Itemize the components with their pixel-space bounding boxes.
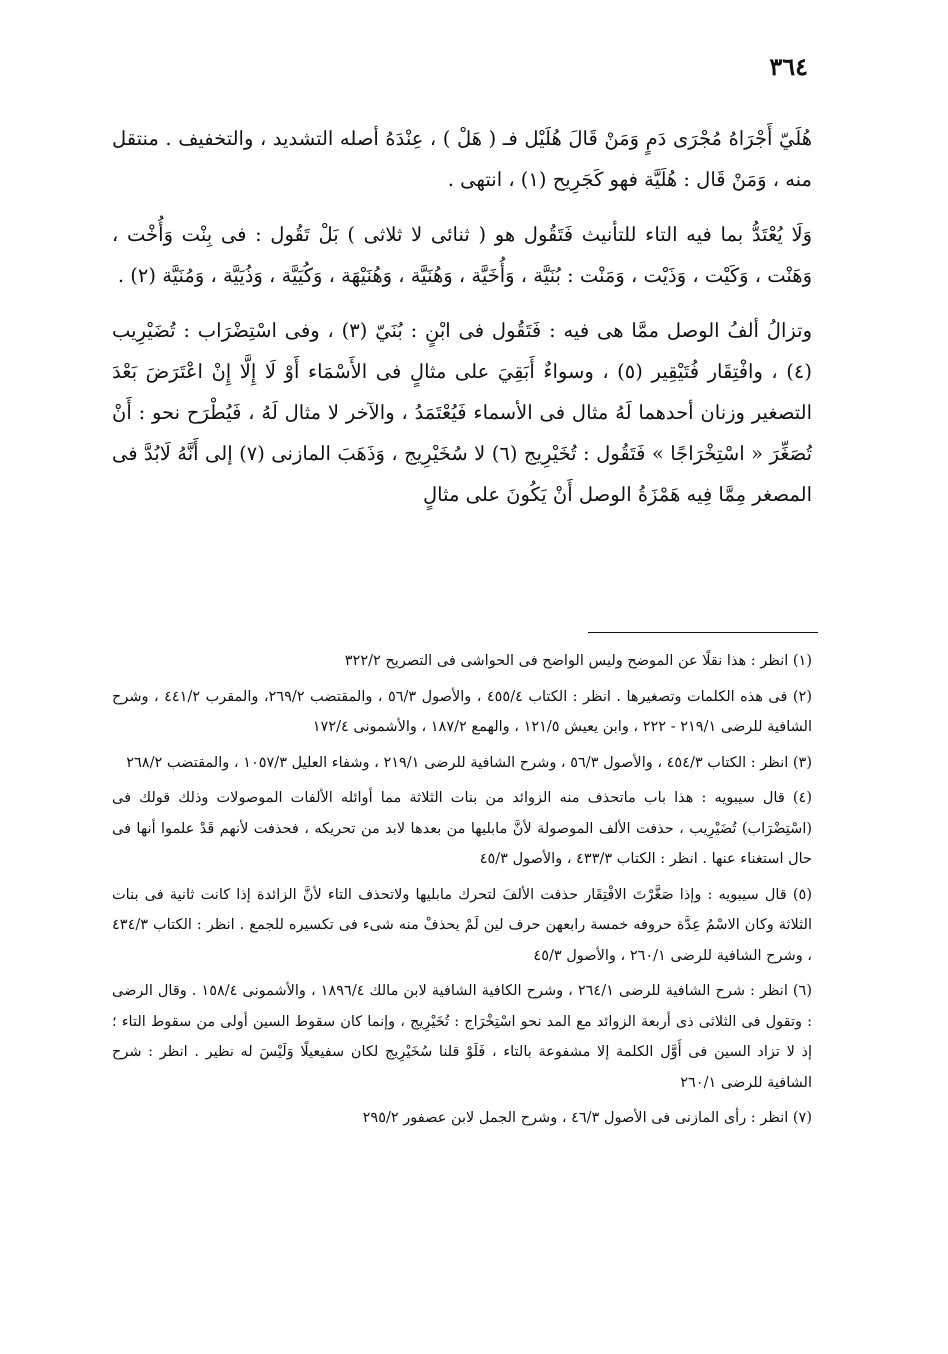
footnote: (١) انظر : هذا نقلًا عن الموضح وليس الواضح فى الحواشى فى التصريح ٣٢٢/٢ [344, 653, 812, 669]
footnote: (٧) انظر : رأى المازنى فى الأصول ٤٦/٣ ، وشرح الجمل لابن عصفور ٢٩٥/٢ [362, 1110, 812, 1126]
footnote-separator [588, 632, 818, 633]
body-paragraph: هُلَيّ أَجْرَاهُ مُجْرَى دَمٍ وَمَنْ قَالَ هُلَيْل فـ ( هَلْ ) ، عِنْدَهُ أصله التشديد ، والتخفيف . منتقل منه ، وَمَنْ قَال : هُلَيَّة فهو كَجَرِيح (١) ، انتهى . [112, 127, 812, 191]
footnote: (٤) قال سيبويه : هذا باب ماتحذف منه الزوائد من بنات الثلاثة مما أوائله الألفات الموصولات وذلك قولك فى (اسْتِضْرَاب) تُضَيْرِيب ، حذفت الألف الموصولة لأنَّ مابليها من بعدها لابد من تحريكه ، فحذفت لأنهم قَدْ علموا أنها فى حال استغناء عنها . انظر : الكتاب ٤٣٣/٣ ، والأصول ٤٥/٣ [112, 790, 812, 867]
footnote: (٣) انظر : الكتاب ٤٥٤/٣ ، والأصول ٥٦/٣ ، وشرح الشافية للرضى ٢١٩/١ ، وشفاء العليل ١٠٥٧/٣ ، والمقتضب ٢٦٨/٢ [126, 754, 812, 771]
page-number: ٣٦٤ [769, 52, 808, 81]
footnote: (٦) انظر : شرح الشافية للرضى ٢٦٤/١ ، وشرح الكافية الشافية لابن مالك ١٨٩٦/٤ ، والأشمونى ١٥٨/٤ . وقال الرضى : وتقول فى الثلاثى ذى أربعة الزوائد مع المد نحو اسْتِخْرَاج : تُخَيْرِيج ، وإنما كان سقوط السين أولى من سقوط التاء ؛ إذ لا تزاد السين فى أَوَّل الكلمة إلا مشفوعة بالتاء ، فَلَوْ قلنا سُخَيْرِيج لكان سفيعيلًا وَلَيْسَ له نظير . انظر : شرح الشافية للرضى ٢٦٠/١ [112, 983, 813, 1091]
body-paragraph: وَلَا يُعْتَدُّ بما فيه التاء للتأنيث فَتَقُول هو ( ثنائى لا ثلاثى ) بَلْ تَقُول : فى بِنْت وَأُخْت ، وَهَنْت ، وَكَيْت ، وَذَيْت ، وَمَنْت : بُنَيَّة ، وَأُخَيَّة ، وَهُنَيَّة ، وَهُنَيْهَة ، وَكُيَيَّة ، وَذُيَيَّة ، وَمُنَيَّة (٢) . [112, 223, 812, 287]
footnotes [112, 646, 812, 1139]
footnote: (٥) قال سيبويه : وإذا صَغَّرْتَ الافْتِقَار حذفت الألفَ لتحرك مابليها ولاتحذف التاء لأنَّ الزائدة إذا كانت ثانية فى بنات الثلاثة وكان الاسْمُ عِدَّة حروفه خمسة رابعهن حرف لين لَمْ يحذفْ منه شىء فى تكسيره للجمع . انظر : الكتاب ٤٣٤/٣ ، وشرح الشافية للرضى ٢٦٠/١ ، والأصول ٤٥/٣ [112, 886, 812, 964]
body-paragraph: وتزالُ ألفُ الوصل ممَّا هى فيه : فَتَقُول فى ابْنٍ : بُنَيّ (٣) ، وفى اسْتِضْرَاب : تُضَيْرِيب (٤) ، وافْتِقَار فُتَيْقِير (٥) ، وسواءٌ أَبَقِيَ على مثالٍ فى الأَسْمَاء أَوْ لَا إِلَّا إِنْ اعْتَرَضَ بَعْدَ التصغير وزنان أحدهما لَهُ مثال فى الأسماء فَيُعْتَمَدُ ، والآخر لا مثال لَهُ ، فَيُطْرَح نحو : أَنْ تُصَغِّرَ « اسْتِخْرَاجًا » فَتَقُول : تُخَيْرِيج (٦) لا سُخَيْرِيج ، وَذَهَبَ المازنى (٧) إلى أَنَّهُ لَابُدَّ فى المصغر مِمَّا فِيه هَمْزَةُ الوصل أَنْ يَكُونَ على مثالٍ [112, 319, 812, 506]
main-text [112, 118, 812, 529]
footnote: (٢) فى هذه الكلمات وتصغيرها . انظر : الكتاب ٤٥٥/٤ ، والأصول ٥٦/٣ ، والمقتضب ٢٦٩/٢، والمقرب ٤٤١/٢ ، وشرح الشافية للرضى ٢١٩/١ - ٢٢٢ ، وابن يعيش ١٢١/٥ ، والهمع ١٨٧/٢ ، والأشمونى ١٧٢/٤ [112, 688, 812, 735]
